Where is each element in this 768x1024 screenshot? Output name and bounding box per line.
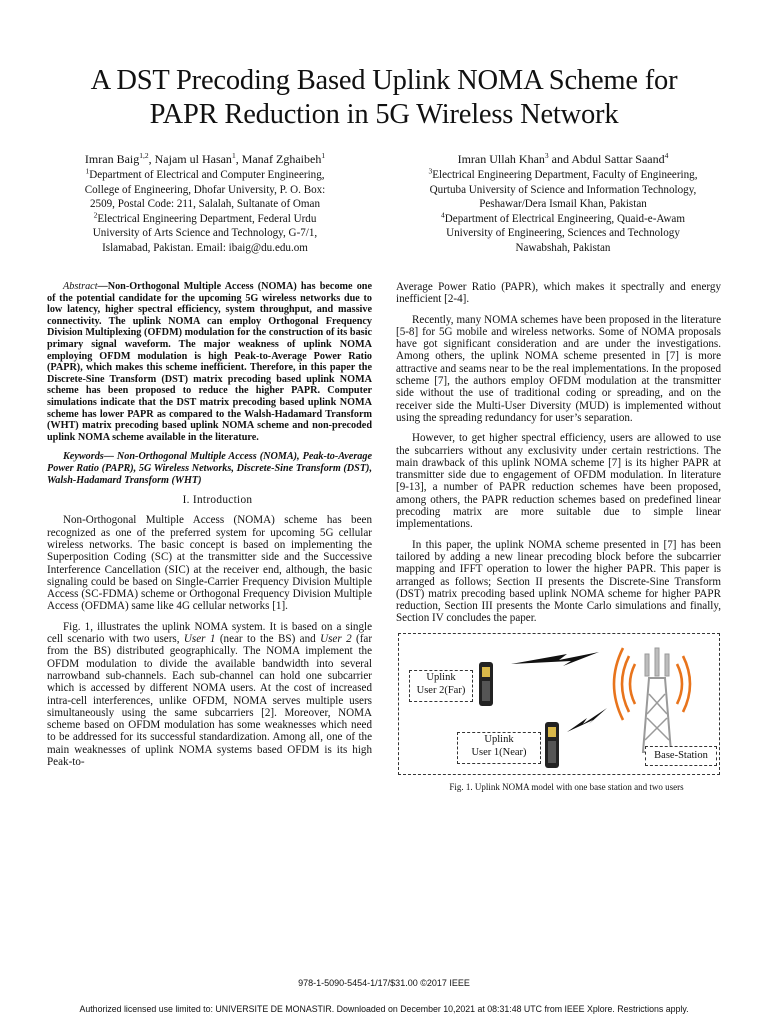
figure-caption: Fig. 1. Uplink NOMA model with one base station and two users <box>449 781 684 792</box>
author-block-left <box>40 150 370 256</box>
text-run: (far from the BS) distributed geographically. The NOMA implement the OFDM modulation to divide the available bandwidth into several narrowband sub-channels. Each sub-channel can hold one subcarrier which is accessed by different NOMA users. At the cost of increased intra-cell interferences, unlike OFDM, NOMA serves multiple users simultaneously using the same subcarriers [2]. Moreover, NOMA scheme based on OFDM modulation has some weaknesses which need to be addressed for its successful standardization. Among all, one of the main weaknesses of uplink NOMA systems based OFDM is its high Peak-to- <box>47 633 373 769</box>
text-run: (near to the BS) and <box>215 633 321 646</box>
footer-license: Authorized licensed use limited to: UNIVERSITE DE MONASTIR. Downloaded on December 10,2021 at 08:31:48 UTC from IEEE Xplore. Restrictions apply. <box>79 1004 689 1014</box>
intro-paragraph-3: Recently, many NOMA schemes have been proposed in the literature [5-8] for 5G mobile and wireless networks. Some of NOMA proposals have got significant consideration and are under the investigations. Among others, the uplink NOMA scheme presented in [7] is more attractive and seams near to be the real implementations. In the proposed scheme [7], the authors employ OFDM modulation at the transmitter side without the use of traditional coding or spreading, and on the receiver side the Multi-User Diversity (MUD) is implemented without using the spreading redundancy for user’s separation. <box>396 313 721 424</box>
intro-paragraph-5: In this paper, the uplink NOMA scheme presented in [7] has been tailored by adding a new linear precoding block before the subcarrier mapping and IFFT operation to lower the higher PAPR. This paper is arranged as follows; Section II presents the Discrete-Sine Transform (DST) matrix precoding based uplink NOMA scheme for higher PAPR reduction, Section III presents the Monte Carlo simulations and finally, Section IV concludes the paper. <box>396 538 721 625</box>
intro-paragraph-2 <box>47 621 372 769</box>
affiliation-mark: 4 <box>664 151 669 160</box>
title-line-2: PAPR Reduction in 5G Wireless Network <box>149 99 619 130</box>
affiliation-line: Qurtuba University of Science and Information Technology, <box>429 183 697 196</box>
author-block-right <box>398 150 728 256</box>
affiliation-mark: 1 <box>231 151 236 160</box>
affiliation-mark: 2 <box>93 210 98 220</box>
intro-paragraph-1: Non-Orthogonal Multiple Access (NOMA) scheme has been recognized as one of the preferred system for upcoming 5G cellular wireless networks. The basic concept is based on implementing the Superposition Coding (SC) at the transmitter side and the Successive Interference Cancellation (SIC) at the receiver end, although, the basic signaling could be based on Single-Carrier Frequency Division Multiple Access (SC-FDMA) scheme or Orthogonal Frequency Division Multiple Access (OFDMA) same like 4G cellular networks [1]. <box>47 514 372 613</box>
affiliation-line: Peshawar/Dera Ismail Khan, Pakistan <box>479 198 647 211</box>
affiliation-line: Islamabad, Pakistan. Email: ibaig@du.edu.om <box>102 241 308 254</box>
author-name: Imran Baig <box>84 152 140 166</box>
author-name: , Najam ul Hasan <box>148 152 232 166</box>
text-run: Fig. 1, illustrates the uplink NOMA system. It is based on a single cell scenario with two users, <box>47 620 372 646</box>
intro-paragraph-4: However, to get higher spectral efficiency, users are allowed to use the subcarriers without any exclusivity under certain restrictions. The main drawback of this uplink NOMA scheme [7] is its higher PAPR at transmitter side due to engagement of OFDM modulation. In literature [9-13], a number of PAPR reduction schemes have been proposed, among others, the PAPR reduction schemes based on predefined linear precoding matrix are more suitable due to simple linear implementations. <box>396 432 721 531</box>
left-column <box>47 281 372 776</box>
affiliation-line <box>398 168 728 183</box>
affiliation-text: Electrical Engineering Department, Faculty of Engineering, <box>432 169 698 181</box>
author-names-left <box>40 150 370 168</box>
figure-uplink-noma-model <box>398 633 720 775</box>
label-line: User 1(Near) <box>471 746 527 758</box>
affiliation-mark: 1 <box>85 166 90 176</box>
label-line: Uplink <box>426 671 456 683</box>
footer-isbn: 978-1-5090-5454-1/17/$31.00 ©2017 IEEE <box>298 978 470 988</box>
base-station-tower-icon <box>643 648 671 752</box>
signal-bolt-far-icon <box>511 652 599 666</box>
section-heading-introduction: I. Introduction <box>182 494 253 507</box>
affiliation-line: University of Engineering, Sciences and Technology <box>446 227 680 240</box>
author-name: , Manaf Zghaibeh <box>235 152 322 166</box>
abstract <box>47 281 372 443</box>
title-line-1: A DST Precoding Based Uplink NOMA Scheme for <box>90 65 678 96</box>
mobile-phone-near-icon <box>545 722 559 768</box>
abstract-lead: Abstract <box>63 281 98 292</box>
user-1-label <box>457 732 541 764</box>
intro-paragraph-continued: Average Power Ratio (PAPR), which makes it spectrally and energy inefficient [2-4]. <box>396 281 721 306</box>
author-name: Imran Ullah Khan <box>457 152 545 166</box>
mobile-phone-far-icon <box>479 662 493 706</box>
affiliation-line: Nawabshah, Pakistan <box>515 241 611 254</box>
base-station-label: Base-Station <box>645 746 717 766</box>
affiliation-line <box>40 212 370 227</box>
user-1-term: User 1 <box>183 633 216 646</box>
affiliation-mark: 1,2 <box>139 151 149 160</box>
abstract-text: —Non-Orthogonal Multiple Access (NOMA) has become one of the potential candidate for the upcoming 5G wireless networks due to low latency, higher spectral efficiency, system throughput, and massive connectivity. The uplink NOMA can employ Orthogonal Frequency Division Multiplexing (OFDM) modulation for the construction of its basic primary signal waveform. The major weakness of uplink NOMA employing OFDM modulation is high Peak-to-Average Power Ratio (PAPR), which makes this scheme inefficient. Therefore, in this paper the Discrete-Sine Transform (DST) matrix precoding based uplink NOMA scheme has been proposed to reduce the higher PAPR. Computer simulations indicate that the DST matrix precoding based uplink NOMA scheme has lower PAPR as compared to the Walsh-Hadamard Transform (WHT) matrix precoding based uplink NOMA scheme and non-precoded uplink NOMA scheme available in the literature. <box>47 281 372 443</box>
keywords: Keywords— Non-Orthogonal Multiple Access (NOMA), Peak-to-Average Power Ratio (PAPR), 5G Wireless Networks, Discrete-Sine Transform (DST), Walsh-Hadamard Transform (WHT) <box>47 451 372 486</box>
affiliation-mark: 4 <box>441 210 445 220</box>
right-column <box>396 281 721 801</box>
affiliation-line: 2509, Postal Code: 211, Salalah, Sultanate of Oman <box>89 198 321 211</box>
paper-title <box>40 64 728 132</box>
author-names-right <box>398 150 728 168</box>
user-2-term: User 2 <box>320 633 352 646</box>
affiliation-mark: 3 <box>544 151 549 160</box>
affiliation-text: Department of Electrical Engineering, Quaid-e-Awam <box>444 212 685 225</box>
signal-bolt-near-icon <box>567 708 607 732</box>
author-name: and Abdul Sattar Saand <box>548 152 665 166</box>
affiliation-mark: 3 <box>428 166 433 176</box>
affiliation-mark: 1 <box>321 151 326 160</box>
affiliation-line: College of Engineering, Dhofar University, P. O. Box: <box>84 183 326 196</box>
affiliation-text: Department of Electrical and Computer Engineering, <box>89 169 325 181</box>
label-line: Uplink <box>484 733 514 745</box>
user-2-label <box>409 670 473 702</box>
affiliation-line: University of Arts Science and Technology, G-7/1, <box>92 227 318 240</box>
affiliation-text: Electrical Engineering Department, Federal Urdu <box>97 212 317 225</box>
label-line: User 2(Far) <box>416 684 466 696</box>
affiliation-line <box>398 212 728 227</box>
affiliation-line <box>40 168 370 183</box>
